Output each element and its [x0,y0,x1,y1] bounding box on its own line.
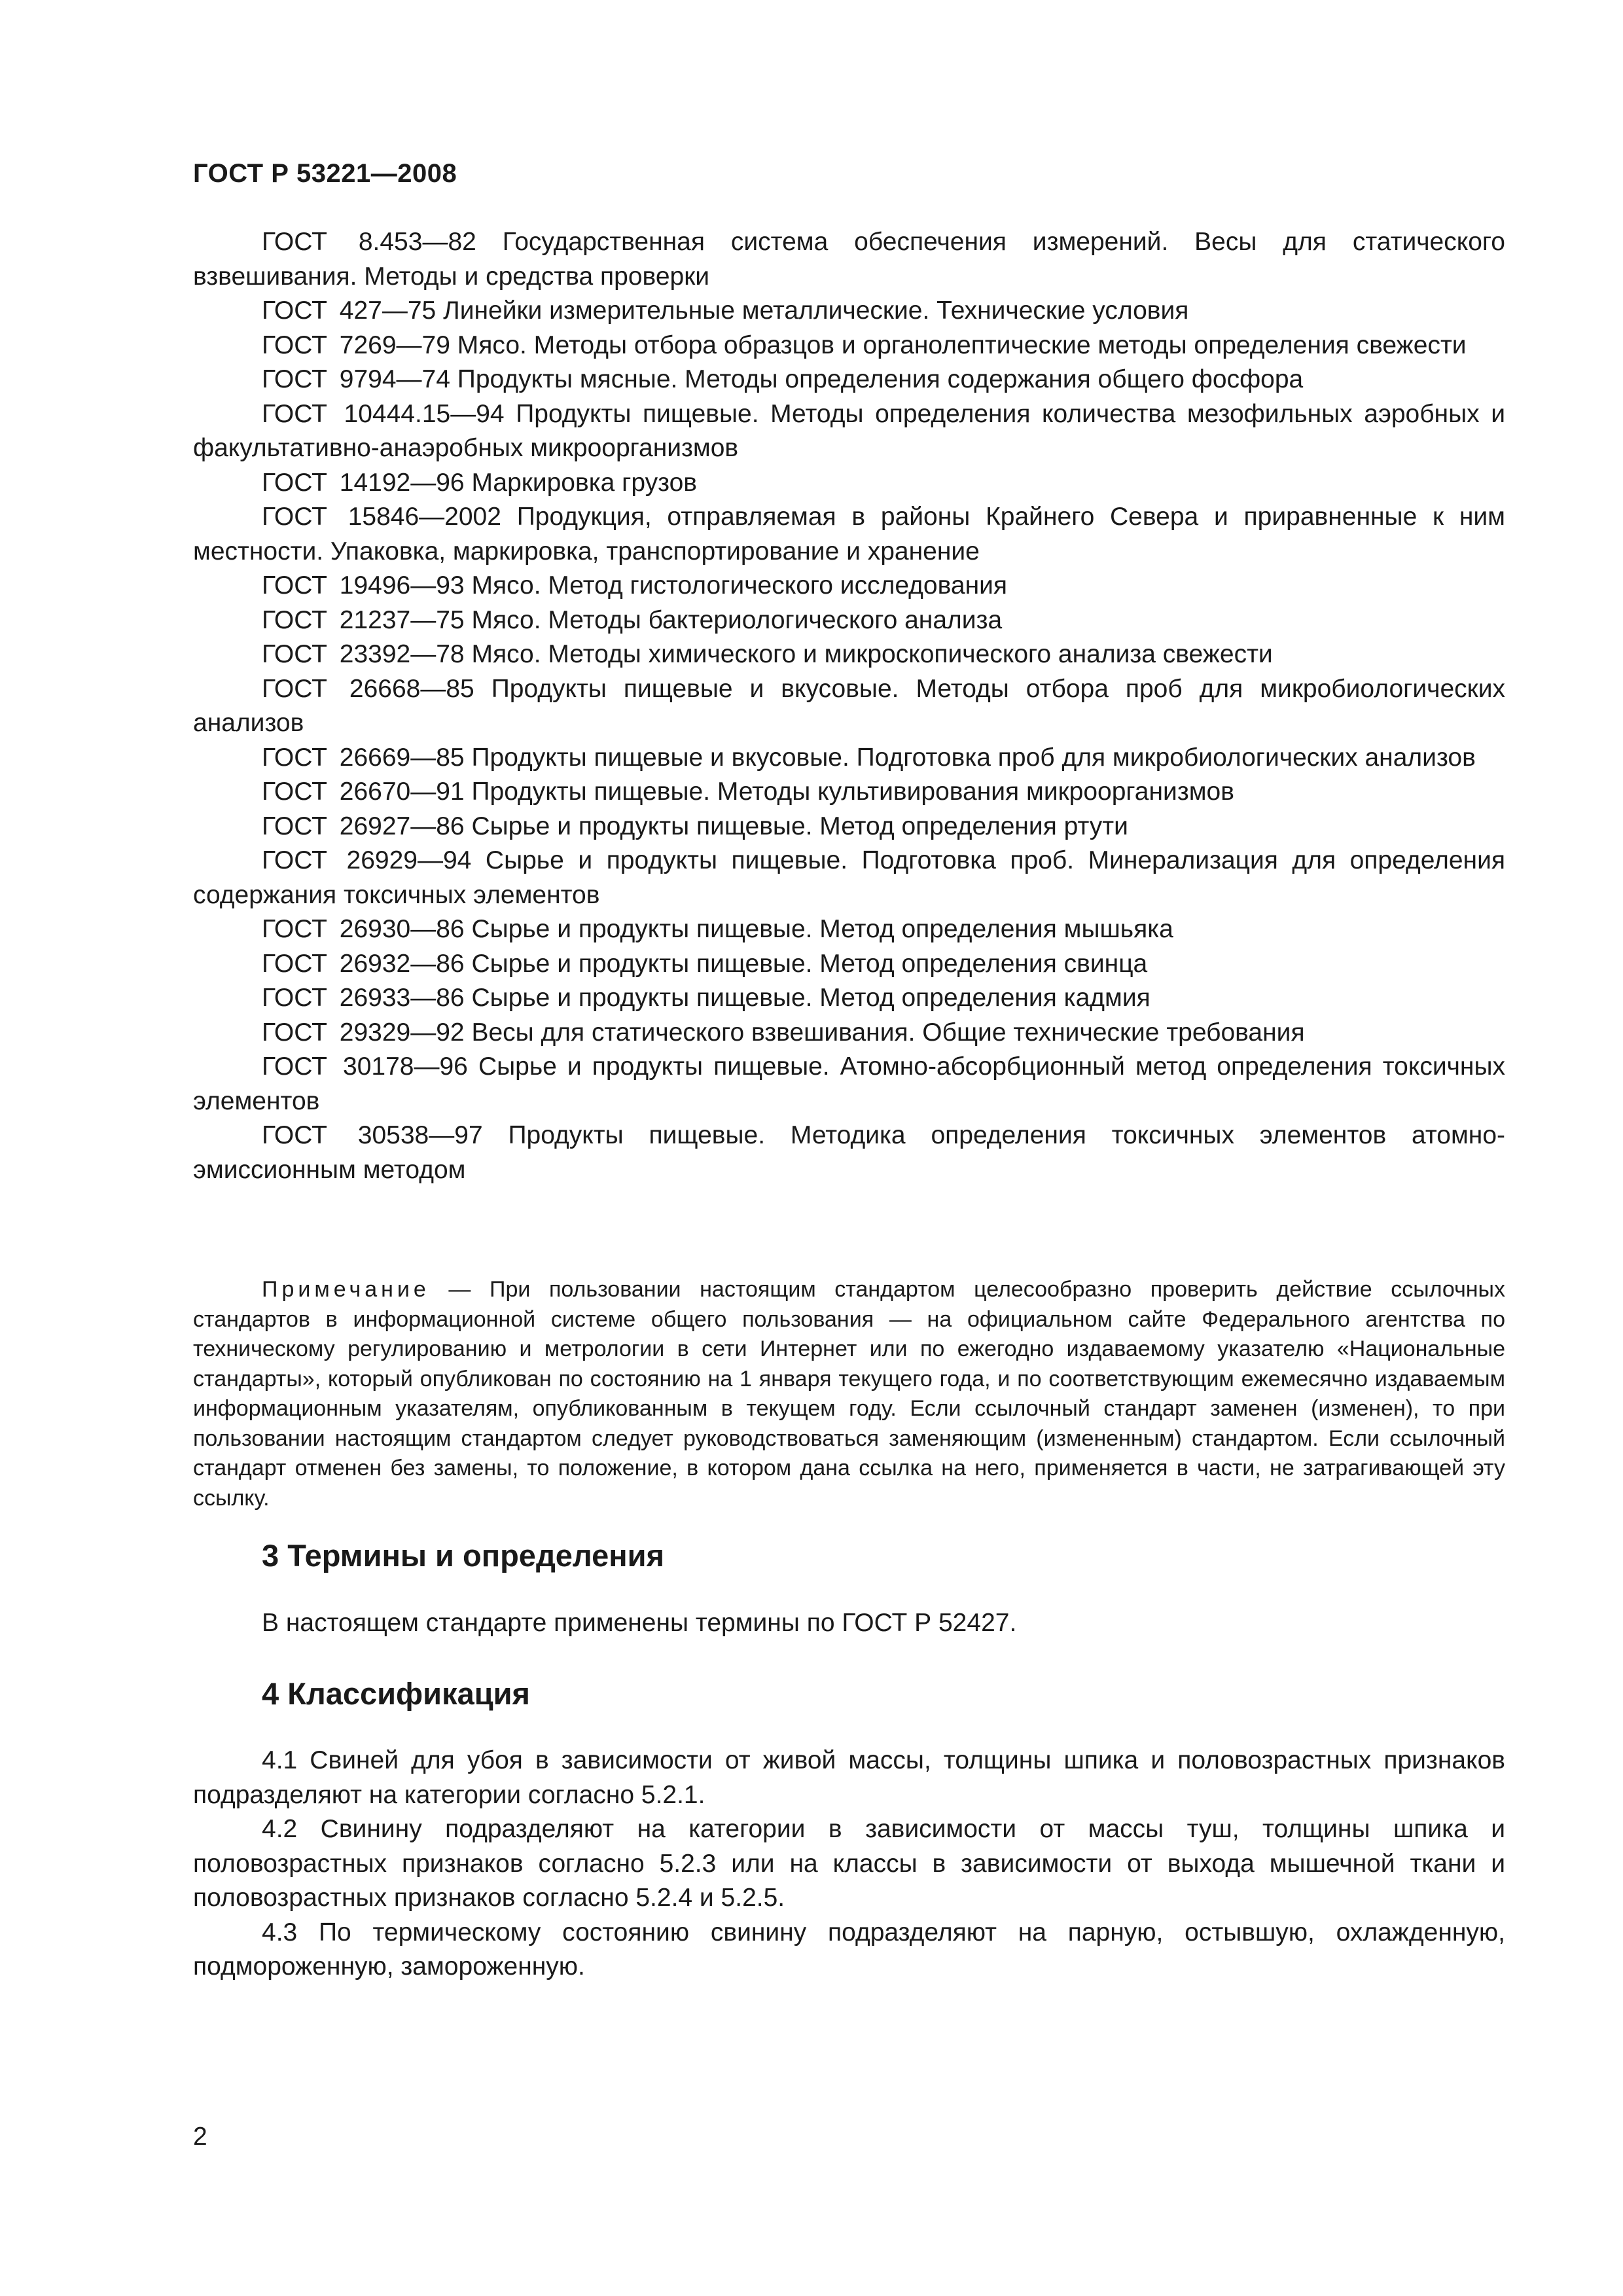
note-text: При пользовании настоящим стандартом целесообразно проверить действие ссылочных стандартов в информационной системе общего пользования — на официальном сайте Федерального агентства по техническому регулированию и метрологии в сети Интернет или по ежегодно издаваемому указателю «Национальные стандарты», который опубликован по состоянию на 1 января текущего года, и по соответствующим ежемесячно издаваемым информационным указателям, опубликованным в текущем году. Если ссылочный стандарт заменен (изменен), то при пользовании настоящим стандартом следует руководствоваться заменяющим (измененным) стандартом. Если ссылочный стандарт отменен без замены, то положение, в котором дана ссылка на него, применяется в части, не затрагивающей эту ссылку. [193,1277,1505,1511]
reference-item [193,775,1505,810]
reference-title: Маркировка грузов [471,468,697,497]
reference-title: Сырье и продукты пищевые. Атомно-абсорбционный метод определения токсичных элементов [193,1052,1506,1115]
reference-code: ГОСТ 14192—96 [262,468,465,497]
section-4-heading: 4 Классификация [262,1676,530,1711]
reference-item [193,500,1505,569]
reference-item [193,569,1505,603]
reference-item [193,225,1505,294]
reference-code: ГОСТ 30538—97 [262,1121,483,1149]
reference-title: Весы для статического взвешивания. Общие технические требования [471,1018,1305,1047]
reference-code: ГОСТ 427—75 [262,296,437,325]
reference-code: ГОСТ 9794—74 [262,365,450,393]
reference-item [193,363,1505,397]
note-dash: — [429,1277,490,1302]
reference-code: ГОСТ 26670—91 [262,778,465,806]
reference-code: ГОСТ 15846—2002 [262,503,501,531]
reference-code: ГОСТ 23392—78 [262,640,465,668]
reference-item [193,981,1505,1016]
reference-code: ГОСТ 19496—93 [262,571,465,600]
reference-code: ГОСТ 26933—86 [262,984,465,1012]
reference-item [193,947,1505,982]
reference-title: Сырье и продукты пищевые. Подготовка проб. Минерализация для определения содержания токсичных элементов [193,846,1505,909]
reference-code: ГОСТ 26668—85 [262,674,474,703]
reference-title: Сырье и продукты пищевые. Метод определения мышьяка [471,915,1173,943]
reference-title: Мясо. Методы бактериологического анализа [471,605,1003,634]
reference-title: Продукты пищевые. Методы определения количества мезофильных аэробных и факультативно-анаэробных микроорганизмов [193,399,1506,462]
reference-code: ГОСТ 26930—86 [262,915,465,943]
page-number: 2 [193,2123,207,2151]
reference-item [193,294,1505,329]
normative-references-list [193,225,1505,1187]
reference-title: Продукты пищевые. Методика определения токсичных элементов атомно-эмиссионным методом [193,1121,1505,1184]
reference-code: ГОСТ 26932—86 [262,949,465,978]
reference-title: Продукты пищевые и вкусовые. Методы отбора проб для микробиологических анализов [193,674,1505,737]
reference-title: Продукция, отправляемая в районы Крайнего Севера и приравненные к ним местности. Упаковка, маркировка, транспортирование и хранение [193,503,1505,565]
note-label: Примечание [262,1277,430,1302]
reference-title: Продукты пищевые. Методы культивирования микроорганизмов [471,778,1234,806]
reference-item [193,810,1505,844]
reference-title: Продукты мясные. Методы определения содержания общего фосфора [457,365,1304,393]
reference-code: ГОСТ 26669—85 [262,743,465,772]
reference-title: Продукты пищевые и вкусовые. Подготовка проб для микробиологических анализов [471,743,1476,772]
reference-title: Сырье и продукты пищевые. Метод определения свинца [471,949,1148,978]
reference-item [193,603,1505,638]
reference-item [193,844,1505,912]
reference-title: Сырье и продукты пищевые. Метод определения кадмия [471,984,1150,1012]
clause-4-1: 4.1 Свиней для убоя в зависимости от живой массы, толщины шпика и половозрастных признаков подразделяют на категории согласно 5.2.1. [193,1746,1505,1809]
clause-4-3: 4.3 По термическому состоянию свинину подразделяют на парную, остывшую, охлажденную, подмороженную, замороженную. [193,1918,1505,1981]
reference-item [193,741,1505,776]
reference-code: ГОСТ 8.453—82 [262,228,476,256]
reference-title: Государственная система обеспечения измерений. Весы для статического взвешивания. Методы и средства проверки [193,228,1505,291]
reference-item [193,397,1505,466]
reference-title: Мясо. Методы химического и микроскопического анализа свежести [471,640,1273,668]
reference-code: ГОСТ 30178—96 [262,1052,468,1081]
reference-title: Мясо. Метод гистологического исследования [471,571,1008,600]
reference-code: ГОСТ 29329—92 [262,1018,465,1047]
reference-item [193,329,1505,363]
reference-title: Линейки измерительные металлические. Технические условия [443,296,1189,325]
reference-item [193,466,1505,501]
reference-title: Сырье и продукты пищевые. Метод определения ртути [471,812,1128,840]
reference-item [193,1016,1505,1050]
reference-item [193,1050,1505,1119]
reference-code: ГОСТ 26927—86 [262,812,465,840]
reference-code: ГОСТ 10444.15—94 [262,399,505,428]
reference-code: ГОСТ 7269—79 [262,331,450,359]
reference-title: Мясо. Методы отбора образцов и органолептические методы определения свежести [457,331,1467,359]
reference-code: ГОСТ 21237—75 [262,605,465,634]
document-header: ГОСТ Р 53221—2008 [193,159,457,188]
reference-item [193,1119,1505,1187]
reference-item [193,637,1505,672]
section-4-body [193,1744,1505,1984]
reference-item [193,672,1505,741]
reference-item [193,912,1505,947]
reference-code: ГОСТ 26929—94 [262,846,472,874]
note-paragraph [193,1275,1505,1513]
section-3-text: В настоящем стандарте применены термины по ГОСТ Р 52427. [262,1609,1017,1637]
section-3-heading: 3 Термины и определения [262,1538,664,1573]
clause-4-2: 4.2 Свинину подразделяют на категории в зависимости от массы туш, толщины шпика и половозрастных признаков согласно 5.2.3 или на классы в зависимости от выхода мышечной ткани и половозрастных признаков согласно 5.2.4 и 5.2.5. [193,1815,1505,1912]
